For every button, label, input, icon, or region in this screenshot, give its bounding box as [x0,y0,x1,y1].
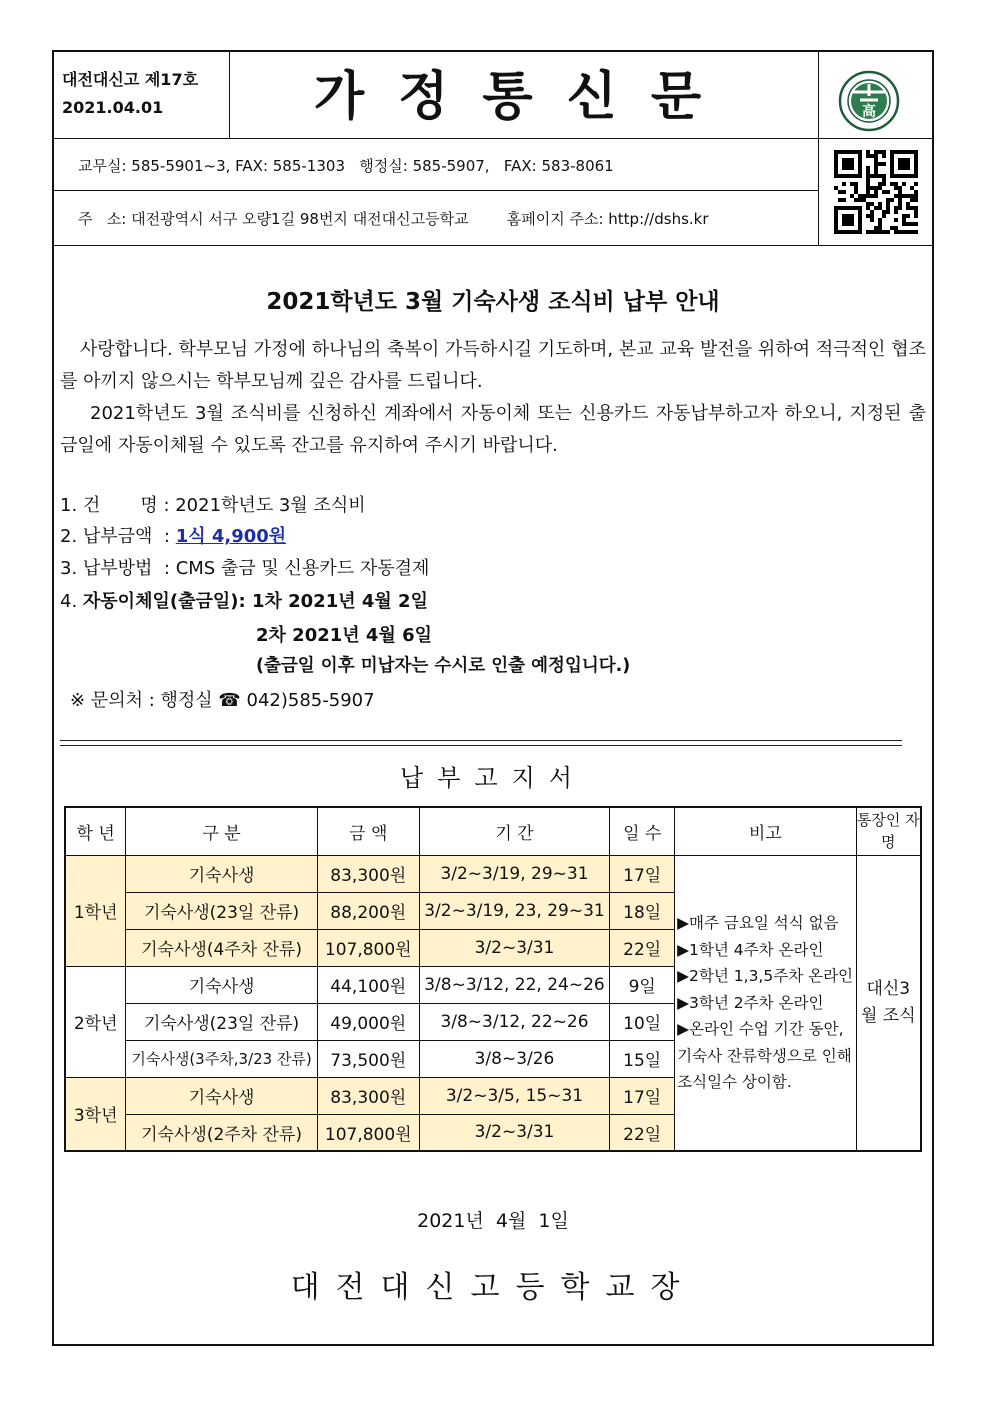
amount-cell: 83,300원 [317,855,419,892]
period-cell: 3/8~3/12, 22, 24~26 [419,966,610,1003]
contact-line: 교무실: 585-5901~3, FAX: 585-1303 행정실: 585-5907, FAX: 583-8061 [78,157,614,175]
header-period: 기 간 [419,807,610,855]
memo-line: ▶1학년 4주차 온라인 [677,940,824,959]
header-right-divider [818,50,819,246]
amount-cell: 107,800원 [317,929,419,966]
header-type: 구 분 [126,807,317,855]
type-cell: 기숙사생 [126,966,317,1003]
payment-table [64,806,922,1152]
type-cell: 기숙사생(2주차 잔류) [126,1114,317,1151]
grade-cell: 1학년 [65,855,126,966]
letter-title: 2021학년도 3월 기숙사생 조식비 납부 안내 [266,289,720,315]
table-header-row [65,807,921,855]
type-cell: 기숙사생(23일 잔류) [126,892,317,929]
request-paragraph: 2021학년도 3월 조식비를 신청하신 계좌에서 자동이체 또는 신용카드 자동납부하고자 하오니, 지정된 출금일에 자동이체될 수 있도록 잔고를 유지하여 주시기 바랍니다. [60,403,926,456]
memo-line: ▶2학년 1,3,5주차 온라인 [677,967,854,985]
days-cell: 10일 [610,1003,675,1040]
grade-cell: 3학년 [65,1077,126,1151]
header-grade: 학 년 [65,807,126,855]
table-row [65,855,921,892]
memo-line: ▶매주 금요일 석식 없음 [677,914,839,932]
period-cell: 3/2~3/31 [419,1114,610,1151]
days-cell: 15일 [610,1040,675,1077]
grade-cell: 2학년 [65,966,126,1077]
days-cell: 22일 [610,1114,675,1151]
issue-info [62,66,198,122]
item-debit-note: (출금일 이후 미납자는 수시로 인출 예정입니다.) [256,656,631,676]
period-cell: 3/2~3/31 [419,929,610,966]
days-cell: 17일 [610,1077,675,1114]
period-cell: 3/8~3/26 [419,1040,610,1077]
item-amount-label: 2. 납부금액 : [60,526,176,547]
amount-cell: 88,200원 [317,892,419,929]
item-subject-value: 2021학년도 3월 조식비 [175,495,366,516]
issue-date: 2021.04.01 [62,98,164,117]
period-cell: 3/2~3/19, 29~31 [419,855,610,892]
memo-line: ▶3학년 2주차 온라인 [677,993,824,1012]
account-holder-cell: 대신3월 조식 [856,855,921,1151]
header-days: 일 수 [610,807,675,855]
item-method [60,554,429,584]
type-cell: 기숙사생(3주차,3/23 잔류) [126,1040,317,1077]
item-amount-value: 1식 4,900원 [175,526,287,547]
school-emblem-icon [838,70,900,132]
period-cell: 3/2~3/19, 23, 29~31 [419,892,610,929]
inquiry-phone: 042)585-5907 [240,690,375,711]
header-memo: 비고 [675,807,856,855]
emblem-letter: 高 [862,104,876,120]
memo-line: ▶온라인 수업 기간 동안, 기숙사 잔류학생으로 인해 조식일수 상이함. [677,1020,852,1091]
type-cell: 기숙사생(4주차 잔류) [126,929,317,966]
item-debit-date [60,587,428,617]
header-left-divider [229,50,230,138]
qr-code-icon[interactable] [834,150,918,234]
issue-date-footer: 2021년 4월 1일 [417,1210,569,1232]
contact-divider [52,190,818,191]
item-subject-label: 1. 건 명 : [60,495,176,516]
item-debit-first: 1차 2021년 4월 2일 [251,591,428,612]
amount-cell: 107,800원 [317,1114,419,1151]
item-method-label: 3. 납부방법 : [60,558,176,579]
inquiry-line [70,686,375,716]
item-debit-label: 자동이체일(출금일): [82,591,252,612]
type-cell: 기숙사생 [126,1077,317,1114]
type-cell: 기숙사생(23일 잔류) [126,1003,317,1040]
memo-cell [675,855,856,1151]
amount-cell: 44,100원 [317,966,419,1003]
item-debit-second: 2차 2021년 4월 6일 [256,625,433,646]
days-cell: 9일 [610,966,675,1003]
type-cell: 기숙사생 [126,855,317,892]
notice-title: 납부고지서 [400,764,586,792]
header-divider [52,138,934,139]
days-cell: 18일 [610,892,675,929]
item-method-value: CMS 출금 및 신용카드 자동결제 [175,558,430,579]
header-account-holder: 통장인 자명 [856,807,921,855]
days-cell: 22일 [610,929,675,966]
days-cell: 17일 [610,855,675,892]
header-bottom-border [52,245,934,246]
item-amount [60,522,286,552]
issue-number: 대전대신고 제17호 [62,70,199,89]
double-divider [60,740,902,746]
address-line: 주 소: 대전광역시 서구 오량1길 98번지 대전대신고등학교 홈페이지 주소: http://dshs.kr [78,210,709,228]
item-debit-number: 4. [60,591,83,612]
principal-signature: 대전대신고등학교장 [290,1270,696,1305]
masthead-title: 가정통신문 [313,67,736,127]
greeting-paragraph: 사랑합니다. 학부모님 가정에 하나님의 축복이 가득하시길 기도하며, 본교 교육 발전을 위하여 적극적인 협조를 아끼지 않으시는 학부모님께 깊은 감사를 드립니다. [60,339,926,392]
inquiry-label: ※ 문의처 : 행정실 [70,690,219,711]
item-subject [60,491,366,521]
amount-cell: 73,500원 [317,1040,419,1077]
amount-cell: 83,300원 [317,1077,419,1114]
period-cell: 3/2~3/5, 15~31 [419,1077,610,1114]
phone-icon: ☎ [218,690,241,711]
header-amount: 금 액 [317,807,419,855]
amount-cell: 49,000원 [317,1003,419,1040]
period-cell: 3/8~3/12, 22~26 [419,1003,610,1040]
